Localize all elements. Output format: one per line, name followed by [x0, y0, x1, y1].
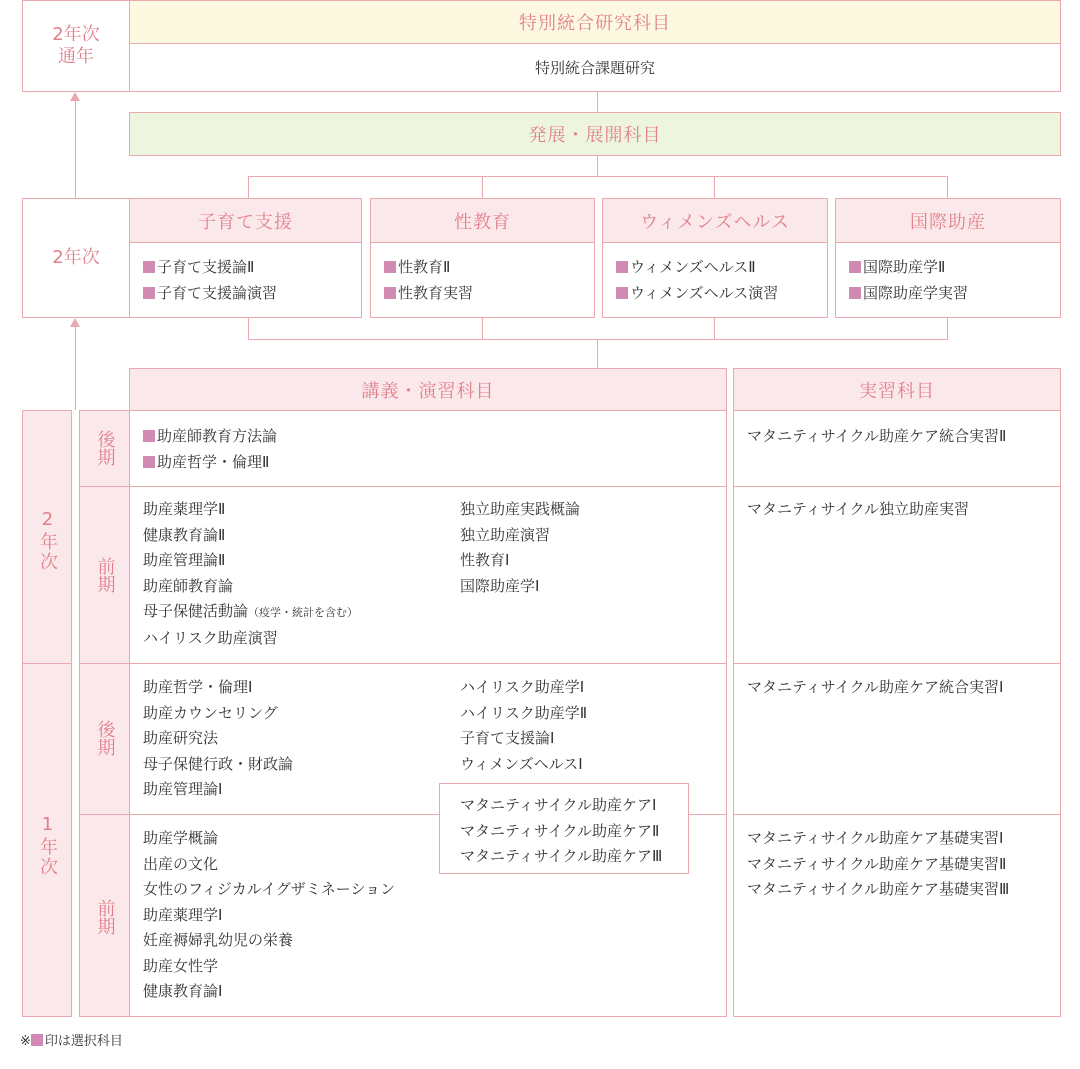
y1-early-practicum [747, 826, 1009, 903]
term-late-label: 後期 [94, 430, 116, 466]
year2-label: 2年次 [22, 198, 130, 318]
year2-row-label: 2年次 [37, 508, 58, 572]
connector-line [248, 339, 948, 340]
list-item: 母子保健活動論（疫学・統計を含む） [143, 602, 359, 620]
term-early-label: 前期 [94, 557, 116, 593]
list-item: マタニティサイクル助産ケアⅡ [460, 821, 660, 840]
list-item: 助産哲学・倫理Ⅰ [143, 678, 253, 696]
connector-line [714, 176, 715, 198]
list-item: 子育て支援論Ⅰ [460, 729, 555, 747]
list-item: 国際助産学Ⅱ [849, 255, 1060, 281]
list-item: 助産師教育論 [143, 576, 234, 595]
y2-early-lecture-left [143, 497, 358, 651]
y1-early-lecture-left [143, 826, 395, 1005]
connector-line [947, 176, 948, 198]
elective-marker-icon [143, 287, 155, 299]
list-item: 母子保健行政・財政論 [143, 754, 294, 773]
arrow-line [75, 100, 76, 198]
list-item: ハイリスク助産学Ⅰ [460, 678, 585, 696]
list-item: 助産女性学 [143, 956, 219, 975]
list-item: 助産薬理学Ⅱ [143, 500, 226, 518]
development-header: 発展・展開科目 [129, 112, 1061, 156]
connector-line [248, 176, 249, 198]
list-item: 出産の文化 [143, 854, 219, 873]
connector-line [597, 339, 598, 368]
list-item: 性教育Ⅰ [460, 551, 510, 569]
special-research-course: 特別統合課題研究 [129, 43, 1061, 92]
connector-line [248, 318, 249, 339]
grid-line [22, 663, 72, 664]
year1-row-label: 1年次 [37, 813, 58, 877]
elective-marker-icon [849, 261, 861, 273]
list-item: ハイリスク助産演習 [143, 628, 278, 647]
list-item: 独立助産実践概論 [460, 500, 581, 518]
list-item: 子育て支援論Ⅱ [143, 255, 361, 281]
list-item: 助産管理論Ⅰ [143, 780, 223, 798]
track-header-womens-health: ウィメンズヘルス [602, 198, 828, 243]
track-body-childcare [129, 242, 362, 318]
grid-line [79, 663, 130, 664]
arrow-up-icon [70, 318, 80, 327]
track-header-international-midwifery: 国際助産 [835, 198, 1061, 243]
list-item: ハイリスク助産学Ⅱ [460, 703, 588, 722]
elective-marker-icon [384, 261, 396, 273]
elective-marker-icon [849, 287, 861, 299]
arrow-line [75, 327, 76, 410]
track-body-womens-health [602, 242, 828, 318]
list-item: ウィメンズヘルス演習 [616, 281, 827, 307]
list-item: 健康教育論Ⅱ [143, 525, 226, 544]
list-item: 助産哲学・倫理Ⅱ [143, 450, 277, 476]
lecture-column-header: 講義・演習科目 [129, 368, 727, 411]
track-header-childcare: 子育て支援 [129, 198, 362, 243]
elective-marker-icon [616, 287, 628, 299]
list-item: マタニティサイクル助産ケア基礎実習Ⅲ [747, 880, 1010, 898]
y2-late-lecture [143, 424, 277, 475]
grid-line [733, 663, 1061, 664]
track-body-sex-education [370, 242, 595, 318]
list-item: 性教育Ⅱ [384, 255, 594, 281]
grid-line [733, 486, 1061, 487]
y1-late-practicum [747, 675, 1003, 701]
list-item: 独立助産演習 [460, 525, 551, 544]
list-item: 助産管理論Ⅱ [143, 551, 226, 569]
term-late-label: 後期 [94, 720, 116, 756]
list-item: 助産師教育方法論 [143, 424, 277, 450]
list-item: マタニティサイクル助産ケア統合実習Ⅱ [747, 427, 1007, 445]
list-item: 助産学概論 [143, 829, 219, 847]
elective-marker-icon [143, 430, 155, 442]
connector-line [482, 176, 483, 198]
connector-line [597, 92, 598, 112]
track-body-international-midwifery [835, 242, 1061, 318]
y2-early-lecture-right [460, 497, 580, 599]
connector-line [248, 176, 948, 177]
list-item: マタニティサイクル助産ケア統合実習Ⅰ [747, 678, 1004, 696]
connector-line [597, 156, 598, 176]
list-item: 健康教育論Ⅰ [143, 982, 223, 1000]
connector-line [947, 318, 948, 339]
list-item: 性教育実習 [384, 281, 594, 307]
list-item: 妊産褥婦乳幼児の栄養 [143, 931, 294, 949]
year2-full-year-label: 2年次 通年 [22, 0, 130, 92]
list-item: 国際助産学Ⅰ [460, 576, 540, 595]
elective-marker-icon [616, 261, 628, 273]
grid-line [79, 814, 130, 815]
y2-early-practicum [747, 497, 969, 523]
grid-line [733, 814, 1061, 815]
list-item: マタニティサイクル助産ケアⅢ [460, 847, 663, 865]
grid-line [129, 663, 727, 664]
list-item: 助産カウンセリング [143, 703, 278, 722]
y1-late-lecture-left [143, 675, 293, 803]
list-item: 子育て支援論演習 [143, 281, 361, 307]
list-item: マタニティサイクル独立助産実習 [747, 500, 970, 518]
footnote: ※ 印は選択科目 [20, 1034, 123, 1049]
maternity-care-box [439, 783, 689, 874]
list-item: 国際助産学実習 [849, 281, 1060, 307]
grid-line [79, 486, 130, 487]
list-item: 女性のフィジカルイグザミネーション [143, 880, 396, 898]
list-item: マタニティサイクル助産ケア基礎実習Ⅱ [747, 854, 1007, 873]
list-item: 助産研究法 [143, 729, 219, 747]
special-research-header: 特別統合研究科目 [129, 0, 1061, 44]
grid-line [129, 486, 727, 487]
list-item: マタニティサイクル助産ケアⅠ [460, 796, 657, 814]
list-item: ウィメンズヘルスⅡ [616, 255, 827, 281]
elective-marker-icon [384, 287, 396, 299]
list-item: ウィメンズヘルスⅠ [460, 754, 583, 773]
term-early-label: 前期 [94, 899, 116, 935]
list-item: マタニティサイクル助産ケア基礎実習Ⅰ [747, 829, 1004, 847]
y1-late-lecture-right [460, 675, 587, 777]
elective-marker-icon [143, 456, 155, 468]
elective-marker-icon [143, 261, 155, 273]
connector-line [714, 318, 715, 339]
track-header-sex-education: 性教育 [370, 198, 595, 243]
connector-line [482, 318, 483, 339]
y2-late-practicum [747, 424, 1006, 450]
arrow-up-icon [70, 92, 80, 101]
list-item: 助産薬理学Ⅰ [143, 905, 223, 924]
practicum-column-header: 実習科目 [733, 368, 1061, 411]
elective-marker-icon [31, 1034, 43, 1046]
